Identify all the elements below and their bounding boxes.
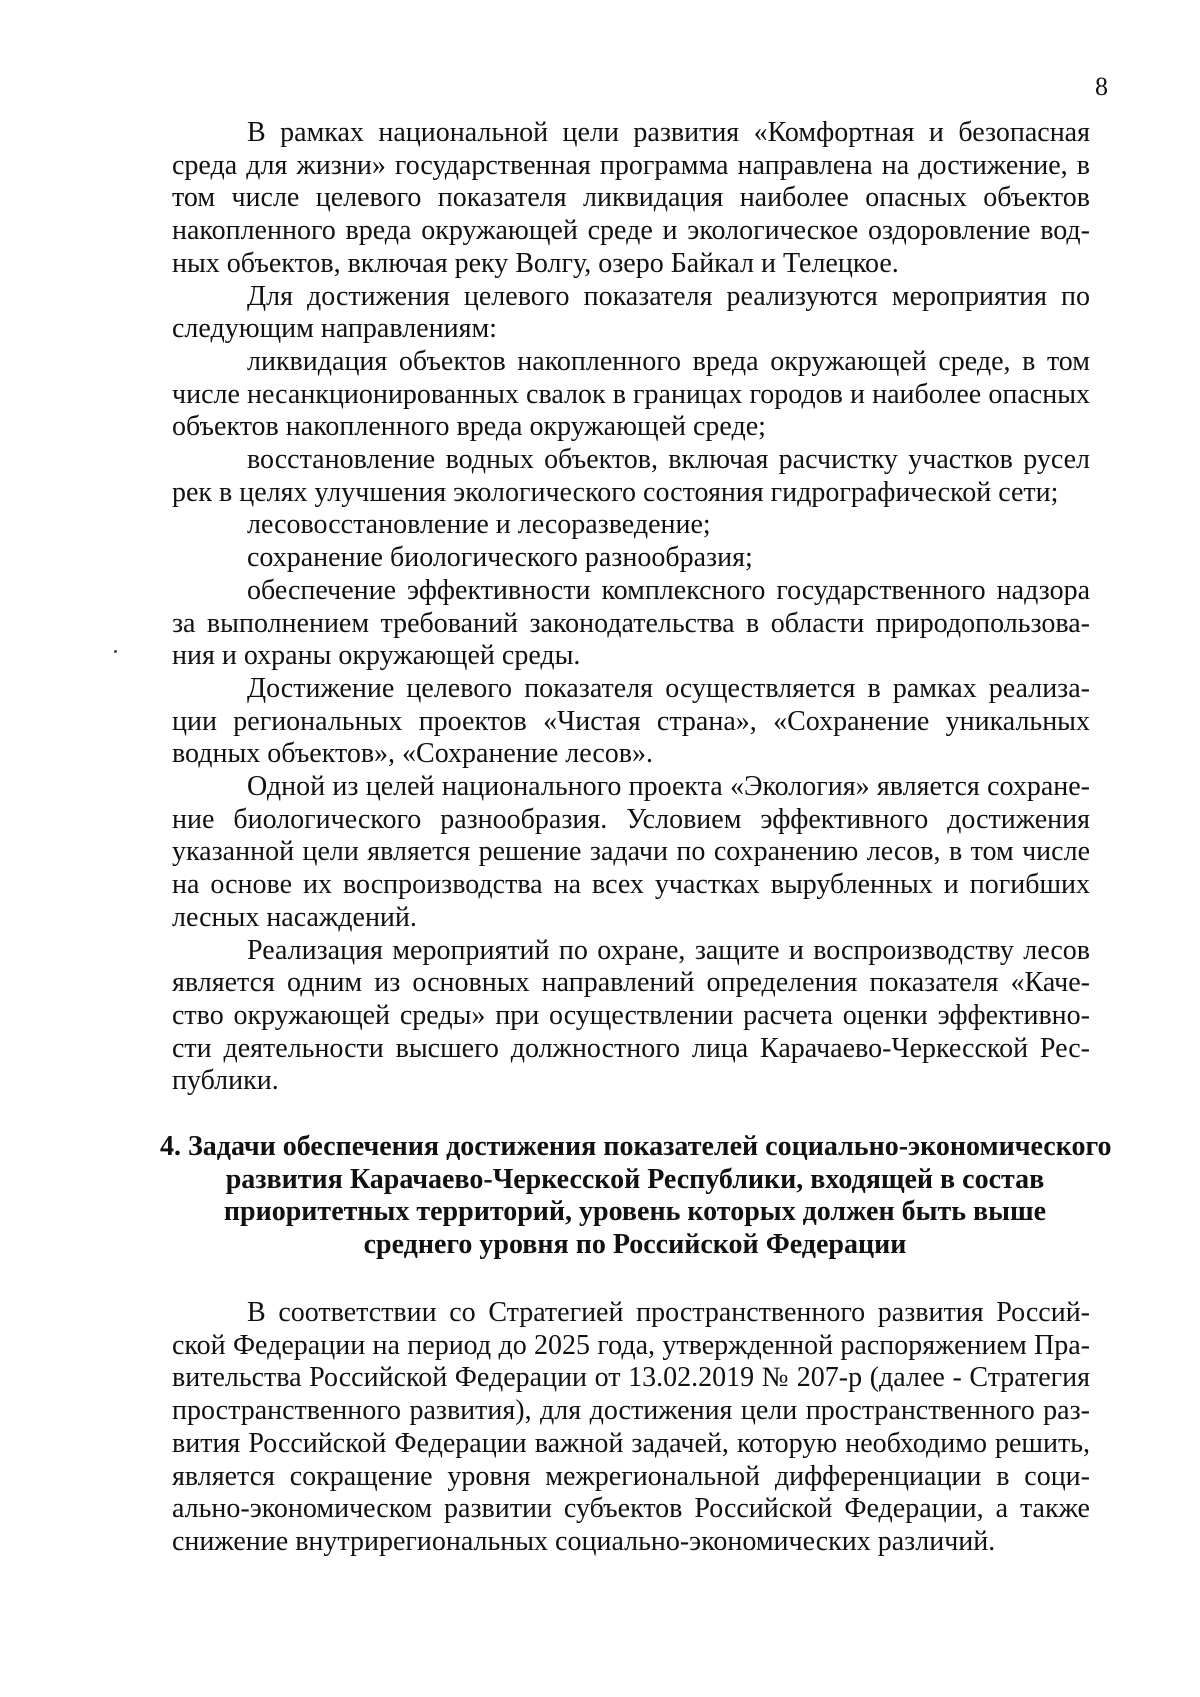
list-paragraph: лесовосстановление и лесоразведение; — [247, 509, 711, 541]
list-paragraph: восстановление водных объектов, включая расчистку участков русел рек в целях улучшения экологического состояния гидрографической сети; — [172, 444, 1090, 508]
main-text-block — [172, 117, 1090, 1098]
paragraph: В рамках национальной цели развития «Комфортная и безопасная среда для жизни» государственная программа направлена на достижение, в том числе целевого показателя ликвидация наиболее опасных объектов накопленного вреда окружающей среде и экологическое оздоровление водных объектов, включая реку Волгу, озеро Байкал и Телецкое. — [172, 117, 1090, 279]
paragraph: Для достижения целевого показателя реализуются мероприятия по следующим направлениям: — [172, 280, 1090, 345]
section-heading-line: развития Карачаево-Черкесской Республики, входящей в состав — [225, 1163, 1045, 1195]
section-heading-line: приоритетных территорий, уровень которых должен быть выше — [223, 1196, 1047, 1228]
scan-artifact-dot — [114, 650, 117, 653]
list-paragraph: сохранение биологического разнообразия; — [247, 542, 753, 574]
section-heading-line: среднего уровня по Российской Федерации — [363, 1229, 907, 1261]
final-text-block — [172, 1297, 1090, 1559]
paragraph: Достижение целевого показателя осуществляется в рамках реализации региональных проектов «Чистая страна», «Сохранение уникальных водных объектов», «Сохранение лесов». — [172, 672, 1090, 770]
paragraph: Одной из целей национального проекта «Экология» является сохранение биологического разнообразия. Условием эффективного достижения указанной цели является решение задачи по сохранению лесов, в том числе на основе их воспроизводства на всех участках вырубленных и погибших лесных насаждений. — [172, 771, 1090, 933]
paragraph: Реализация мероприятий по охране, защите и воспроизводству лесов является одним из основных направлений определения показателя «Качество окружающей среды» при осуществлении расчета оценки эффективности деятельности высшего должностного лица Карачаево-Черкесской Республики. — [172, 934, 1090, 1097]
list-paragraph: ликвидация объектов накопленного вреда окружающей среде, в том числе несанкционированных свалок в границах городов и наиболее опасных объектов накопленного вреда окружающей среде; — [172, 345, 1090, 443]
paragraph: В соответствии со Стратегией пространственного развития Российской Федерации на период до 2025 года, утвержденной распоряжением Правительства Российской Федерации от 13.02.2019 № 207-р (далее - Стратегия пространственного развития), для достижения цели пространственного развития Российской Федерации важной задачей, которую необходимо решить, является сокращение уровня межрегиональной дифференциации в социально-экономическом развитии субъектов Российской Федерации, а также снижение внутрирегиональных социально-экономических различий. — [172, 1297, 1090, 1557]
list-paragraph: обеспечение эффективности комплексного государственного надзора за выполнением требований законодательства в области природопользования и охраны окружающей среды. — [172, 574, 1090, 672]
section-heading-line: 4. Задачи обеспечения достижения показателей социально-экономического — [160, 1131, 1112, 1162]
page-number: 8 — [1095, 72, 1108, 101]
section-heading — [160, 1131, 1110, 1262]
